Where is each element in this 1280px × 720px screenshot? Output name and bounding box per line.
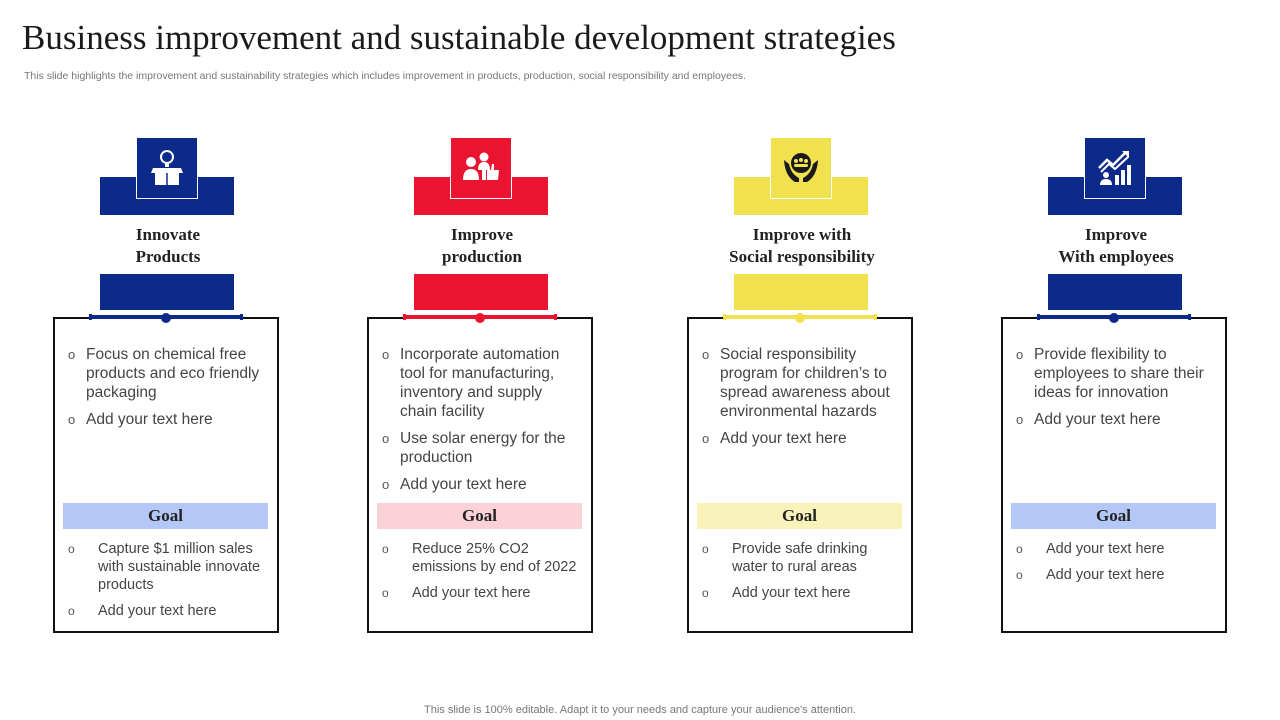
growth-chart-people-icon <box>1084 137 1146 199</box>
goal-label: Goal <box>697 503 902 529</box>
slide-footer: This slide is 100% editable. Adapt it to your needs and capture your audience's attention. <box>424 704 856 716</box>
list-item: o Incorporate automation tool for manufacturing, inventory and supply chain facility <box>382 345 582 421</box>
team-thumbs-up-icon <box>450 137 512 199</box>
list-item: o Social responsibility program for children’s to spread awareness about environmental hazards <box>702 345 902 421</box>
list-item: o Provide safe drinking water to rural areas <box>702 540 902 576</box>
list-item: o Add your text here <box>1016 540 1216 558</box>
list-item: o Focus on chemical free products and eco friendly packaging <box>68 345 268 402</box>
strategy-heading: Innovate Products <box>135 225 201 266</box>
box-idea-icon <box>136 137 198 199</box>
list-item: o Capture $1 million sales with sustainable innovate products <box>68 540 268 594</box>
list-item: o Add your text here <box>702 429 902 448</box>
strategy-heading: Improve With employees <box>1058 225 1174 266</box>
goal-bullets <box>702 540 902 610</box>
list-item: o Provide flexibility to employees to share their ideas for innovation <box>1016 345 1216 402</box>
strategy-bullets <box>702 345 902 456</box>
hands-community-icon <box>770 137 832 199</box>
goal-bullets <box>382 540 582 610</box>
card-connector <box>723 315 877 319</box>
list-item: o Add your text here <box>702 584 902 602</box>
strategy-bullets <box>1016 345 1216 437</box>
goal-label: Goal <box>377 503 582 529</box>
card-connector <box>403 315 557 319</box>
card-connector <box>1037 315 1191 319</box>
goal-label: Goal <box>1011 503 1216 529</box>
slide-subtitle: This slide highlights the improvement and sustainability strategies which includes improvement in products, production, social responsibility and employees. <box>24 70 746 82</box>
slide-title: Business improvement and sustainable development strategies <box>22 18 896 57</box>
list-item: o Add your text here <box>68 410 268 429</box>
heading-bar <box>1048 274 1182 310</box>
card-connector <box>89 315 243 319</box>
strategy-bullets <box>382 345 582 502</box>
strategy-heading: Improve with Social responsibility <box>729 225 875 266</box>
heading-bar <box>100 274 234 310</box>
list-item: o Add your text here <box>1016 566 1216 584</box>
goal-bullets <box>1016 540 1216 592</box>
list-item: o Add your text here <box>382 584 582 602</box>
goal-bullets <box>68 540 268 628</box>
strategy-column-innovate-products <box>53 0 283 720</box>
list-item: o Add your text here <box>1016 410 1216 429</box>
strategy-heading: Improve production <box>442 225 522 266</box>
list-item: o Add your text here <box>68 602 268 620</box>
strategy-column-improve-employees <box>1001 0 1231 720</box>
heading-bar <box>734 274 868 310</box>
strategy-column-improve-production <box>367 0 597 720</box>
list-item: o Add your text here <box>382 475 582 494</box>
list-item: o Use solar energy for the production <box>382 429 582 467</box>
heading-bar <box>414 274 548 310</box>
list-item: o Reduce 25% CO2 emissions by end of 2022 <box>382 540 582 576</box>
goal-label: Goal <box>63 503 268 529</box>
strategy-column-social-responsibility <box>687 0 917 720</box>
strategy-bullets <box>68 345 268 437</box>
